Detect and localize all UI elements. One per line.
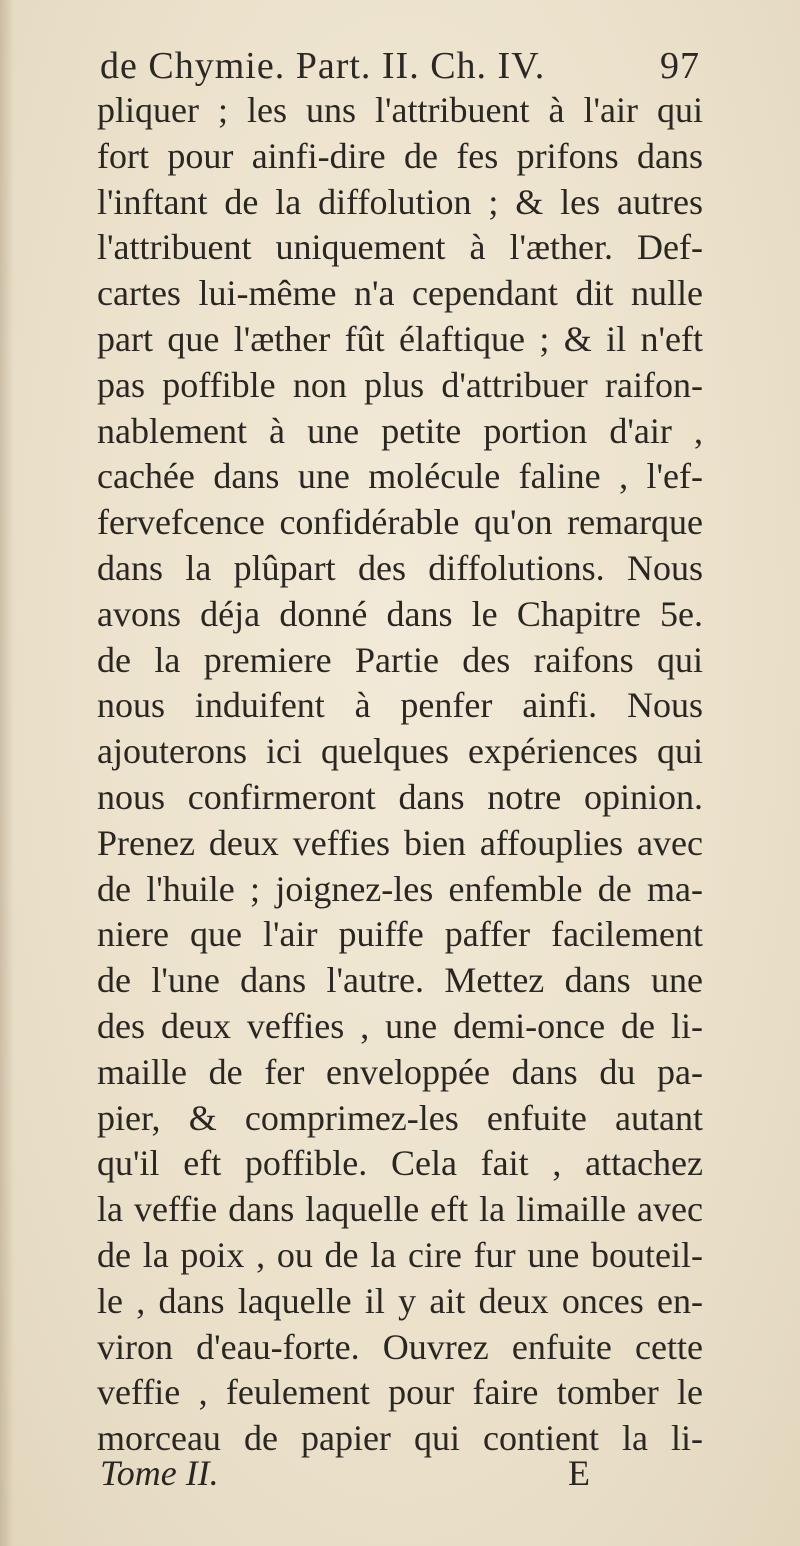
text-line: fort pour ainfi-dire de fes prifons dans [97, 135, 703, 176]
text-line: nous confirmeront dans notre opinion. [97, 776, 703, 817]
text-line: nous induifent à penfer ainfi. Nous [97, 685, 703, 726]
text-line: qu'il eft poffible. Cela fait , attachez [97, 1143, 703, 1184]
signature-mark: E [568, 1453, 590, 1493]
text-line: des deux veffies , une demi-once de li- [97, 1005, 703, 1046]
text-line: de l'une dans l'autre. Mettez dans une [97, 960, 703, 1001]
text-line: niere que l'air puiffe paffer facilement [97, 914, 703, 955]
text-line: morceau de papier qui contient la li- [97, 1418, 703, 1459]
text-line: veffie , feulement pour faire tomber le [97, 1372, 703, 1413]
text-line: cartes lui-même n'a cependant dit nulle [97, 273, 703, 314]
volume-label: Tome II. [100, 1453, 219, 1493]
page-footer [100, 1452, 590, 1498]
running-head-title: de Chymie. Part. II. Ch. IV. [100, 45, 546, 87]
text-line: pliquer ; les uns l'attribuent à l'air qui [97, 90, 703, 130]
text-line: Prenez deux veffies bien affouplies avec [97, 822, 703, 863]
text-line: viron d'eau-forte. Ouvrez enfuite cette [97, 1326, 703, 1367]
text-line: dans la plûpart des diffolutions. Nous [97, 547, 703, 588]
text-line: part que l'æther fût élaftique ; & il n'eft [97, 318, 703, 359]
text-line: de l'huile ; joignez-les enfemble de ma- [97, 868, 703, 909]
text-line: le , dans laquelle il y ait deux onces en- [97, 1280, 703, 1321]
running-head [100, 44, 700, 92]
text-line: l'inftant de la diffolution ; & les autres [97, 181, 703, 222]
text-line: ajouterons ici quelques expériences qui [97, 731, 703, 772]
text-line: pas poffible non plus d'attribuer raifon- [97, 364, 703, 405]
text-line: avons déja donné dans le Chapitre 5e. [97, 593, 703, 634]
text-line: nablement à une petite portion d'air , [97, 410, 703, 451]
text-line: de la premiere Partie des raifons qui [97, 639, 703, 680]
text-line: de la poix , ou de la cire fur une bouteil- [97, 1234, 703, 1275]
text-line: cachée dans une molécule faline , l'ef- [97, 456, 703, 497]
text-line: l'attribuent uniquement à l'æther. Def- [97, 227, 703, 268]
text-line: fervefcence confidérable qu'on remarque [97, 502, 703, 543]
text-line: pier, & comprimez-les enfuite autant [97, 1097, 703, 1138]
body-text [97, 88, 703, 1462]
page-number: 97 [660, 45, 700, 87]
text-line: maille de fer enveloppée dans du pa- [97, 1051, 703, 1092]
text-line: la veffie dans laquelle eft la limaille avec [97, 1189, 703, 1230]
